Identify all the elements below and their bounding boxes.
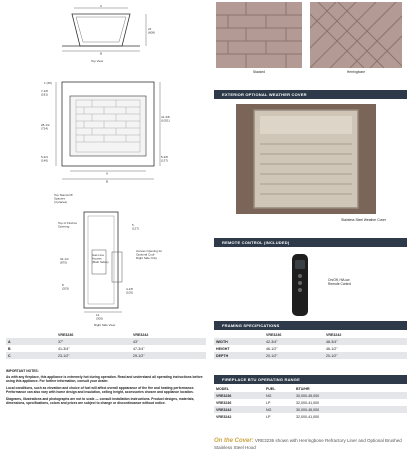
btu-table-header: BTU/HR	[294, 385, 407, 392]
side-gas-line: Gas Line Access (Both Sides)	[92, 253, 109, 264]
stacked-label: Stacked	[253, 70, 265, 74]
table-row	[6, 345, 206, 352]
dim-value: 29-1/2"	[131, 352, 206, 359]
dim-table-header: VRE3236	[56, 331, 131, 338]
top-view-dim-b: B	[100, 51, 103, 56]
dim-value: 41-3/4"	[58, 346, 70, 351]
dim-table-header: VRE3242	[131, 331, 206, 338]
front-right-low: 5-3/8 (137)	[161, 155, 169, 163]
side-view-diagram	[40, 190, 190, 330]
framing-table	[214, 331, 407, 359]
front-view-diagram	[40, 78, 180, 186]
herringbone-liner-image	[310, 2, 402, 68]
framing-header: FRAMING SPECIFICATIONS	[214, 321, 407, 330]
framing-label: DEPTH	[214, 352, 264, 359]
dim-label: A	[6, 338, 56, 345]
framing-label: HEIGHT	[216, 346, 230, 351]
notes-p3: Diagrams, illustrations and photographs are not to scale — consult installation instructions. Product designs, materials, dimensions, specifications, colors and prices are subject to change or discontinuance without notice.	[6, 397, 195, 405]
dim-value: 23-1/2"	[56, 352, 131, 359]
cover-note-text: VRE3236 shown with Herringbone Refractory Liner and Optional Brushed Stainless Steel Hood	[214, 438, 402, 450]
framing-table-header: VRE3236	[264, 331, 324, 338]
btu-model: VRE3242	[214, 406, 264, 413]
btu-fuel: NG	[264, 406, 294, 413]
framing-table-header	[214, 331, 264, 338]
front-top-note: 1 (25)	[44, 81, 52, 85]
top-view-dim-c: C	[100, 4, 103, 8]
table-row	[6, 338, 206, 345]
table-row	[214, 399, 407, 406]
dim-label: B	[8, 346, 11, 351]
btu-table-header: FUEL	[264, 385, 294, 392]
front-dim-b: B	[106, 179, 109, 184]
framing-value: 48-3/4"	[324, 338, 407, 345]
side-access-opening: Access Opening for Optional Cool-Right Side Only	[136, 249, 163, 260]
top-view-depth: 24 (608)	[148, 27, 156, 35]
btu-header: FIREPLACE BTU OPERATING RANGE	[214, 375, 407, 384]
dim-table-header	[6, 331, 56, 338]
table-row	[214, 338, 407, 345]
side-dim-5: 5 (127)	[132, 223, 140, 231]
table-row	[214, 345, 407, 352]
side-dim-34: 34-1/4 (870)	[60, 257, 69, 265]
remote-image	[292, 254, 308, 316]
framing-value: 20-1/2"	[324, 352, 407, 359]
dimension-table	[6, 331, 206, 359]
dim-value: 37"	[56, 338, 131, 345]
btu-range: 30,000-45,000	[294, 392, 407, 399]
btu-model: VRE3242	[216, 414, 232, 419]
side-top-standoff: Top Stand-Off Spacers (4 places)	[54, 193, 73, 204]
framing-table-header: VRE3242	[324, 331, 407, 338]
btu-fuel: LP	[266, 400, 271, 405]
weather-cover-image	[236, 104, 376, 214]
front-right-tall: 41-3/8 (1051)	[161, 115, 170, 123]
framing-value: 46-1/2"	[266, 346, 278, 351]
btu-table-header: MODEL	[214, 385, 264, 392]
framing-value: 20-1/2"	[264, 352, 324, 359]
front-left-mid: 28-1/2 (724)	[41, 123, 50, 131]
front-left-upper: 7-1/8 (181)	[41, 89, 49, 97]
front-dim-a: A	[106, 171, 109, 176]
framing-value: 42-3/4"	[264, 338, 324, 345]
remote-caption: On/Off, Hi/Low Remote Control	[328, 278, 352, 286]
btu-model: VRE3236	[216, 400, 232, 405]
btu-range: 30,000-45,000	[294, 406, 407, 413]
dim-label: C	[6, 352, 56, 359]
btu-fuel: NG	[264, 392, 294, 399]
side-top-firebox: Top of Firebox Opening	[58, 221, 78, 229]
notes-p2: Local conditions, such as elevation and choice of fuel will affect overall appearance of the fire and heating performance. Performance can also vary with home design and insulation, ceiling height, accessories chosen and appliance location.	[6, 386, 195, 394]
notes-title: IMPORTANT NOTES:	[6, 369, 39, 373]
cover-note	[214, 438, 410, 450]
dim-value: 43"	[131, 338, 206, 345]
framing-value: 46-1/2"	[326, 346, 338, 351]
btu-range: 32,000-41,000	[296, 400, 320, 405]
cover-note-lead: On the Cover:	[214, 438, 254, 444]
table-row	[6, 352, 206, 359]
important-notes	[6, 369, 206, 405]
side-dim-bottom: 4-1/8 (105)	[126, 287, 134, 295]
weather-cover-caption: Stainless Steel Weather Cover	[341, 218, 386, 222]
weather-cover-header: EXTERIOR OPTIONAL WEATHER COVER	[214, 90, 407, 99]
stacked-liner-image	[216, 2, 302, 68]
table-row	[214, 406, 407, 413]
table-row	[214, 392, 407, 399]
framing-label: WIDTH	[214, 338, 264, 345]
remote-header: REMOTE CONTROL (INCLUDED)	[214, 238, 407, 247]
front-left-low: 5-3/4 (146)	[41, 155, 49, 163]
side-view-label: Right Side View	[94, 323, 116, 327]
table-row	[214, 413, 407, 420]
btu-model: VRE3236	[214, 392, 264, 399]
notes-p1: As with any fireplace, this appliance is extremely hot during operation. Read and understand all operating instructions before using this appliance. For further information, consult your dealer.	[6, 375, 203, 383]
table-row	[214, 352, 407, 359]
herringbone-label: Herringbone	[346, 70, 366, 74]
top-view-label: Top View	[91, 59, 104, 63]
side-dim-8: 8 (203)	[62, 283, 70, 291]
dim-value: 47-3/4"	[133, 346, 145, 351]
btu-fuel: LP	[266, 414, 271, 419]
btu-range: 32,000-41,000	[296, 414, 320, 419]
side-dim-depth: 12 (305)	[96, 313, 104, 321]
btu-table	[214, 385, 407, 420]
top-view-diagram	[40, 2, 170, 66]
